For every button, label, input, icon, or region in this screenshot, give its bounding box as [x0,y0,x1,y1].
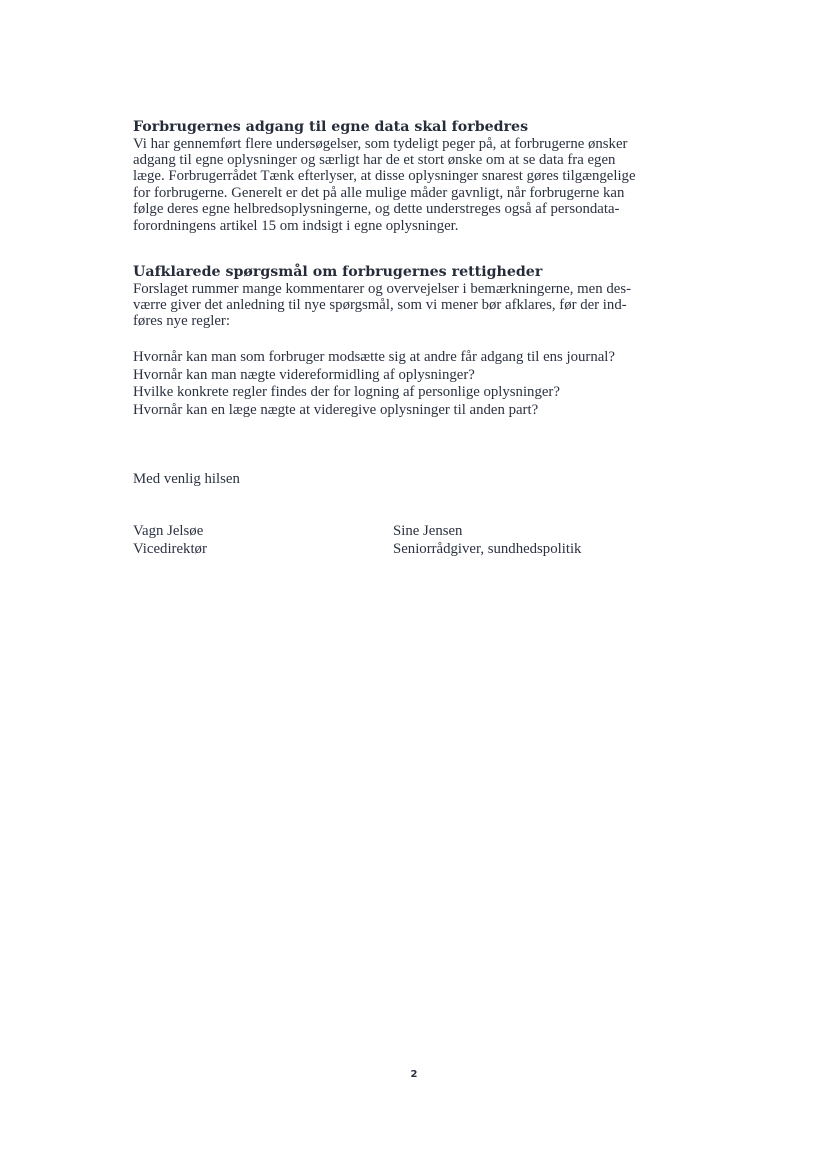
paragraph-line: Forslaget rummer mange kommentarer og overvejelser i bemærkningerne, men des- [133,280,632,297]
paragraph-line: værre giver det anledning til nye spørgsmål, som vi mener bør afklares, før der ind- [133,296,627,313]
signer-name: Sine Jensen [393,523,463,539]
paragraph-line: forordningens artikel 15 om indsigt i egne oplysninger. [133,217,459,234]
paragraph-line: føres nye regler: [133,313,230,330]
signer-title: Seniorrådgiver, sundhedspolitik [393,540,582,557]
question-item: Hvornår kan man som forbruger modsætte sig at andre får adgang til ens journal? [133,349,615,365]
page-number: 2 [410,1069,418,1080]
paragraph-line: læge. Forbrugerrådet Tænk efterlyser, at disse oplysninger snarest gøres tilgængelige [133,168,636,185]
section-heading: Forbrugernes adgang til egne data skal forbedres [133,119,529,135]
question-item: Hvornår kan en læge nægte at videregive oplysninger til anden part? [133,401,539,418]
paragraph-line: for forbrugerne. Generelt er det på alle mulige måder gavnligt, når forbrugerne kan [133,184,625,201]
question-list [133,349,693,419]
signature-right [393,523,581,558]
paragraph-line: Vi har gennemført flere undersøgelser, som tydeligt peger på, at forbrugerne ønsker [133,135,628,152]
paragraph-line: følge deres egne helbredsoplysningerne, og dette understreges også af persondata- [133,201,620,218]
signer-title: Vicedirektør [133,540,207,557]
signer-name: Vagn Jelsøe [133,523,204,539]
paragraph-line: adgang til egne oplysninger og særligt har de et stort ønske om at se data fra egen [133,151,616,168]
signature-left [133,523,207,558]
question-item: Hvilke konkrete regler findes der for logning af personlige oplysninger? [133,384,560,401]
question-item: Hvornår kan man nægte videreformidling af oplysninger? [133,366,475,383]
section-consumer-data-access [133,119,693,234]
closing-salutation: Med venlig hilsen [133,471,240,487]
section-unresolved-questions [133,264,693,330]
section-heading: Uafklarede spørgsmål om forbrugernes rettigheder [133,264,543,280]
